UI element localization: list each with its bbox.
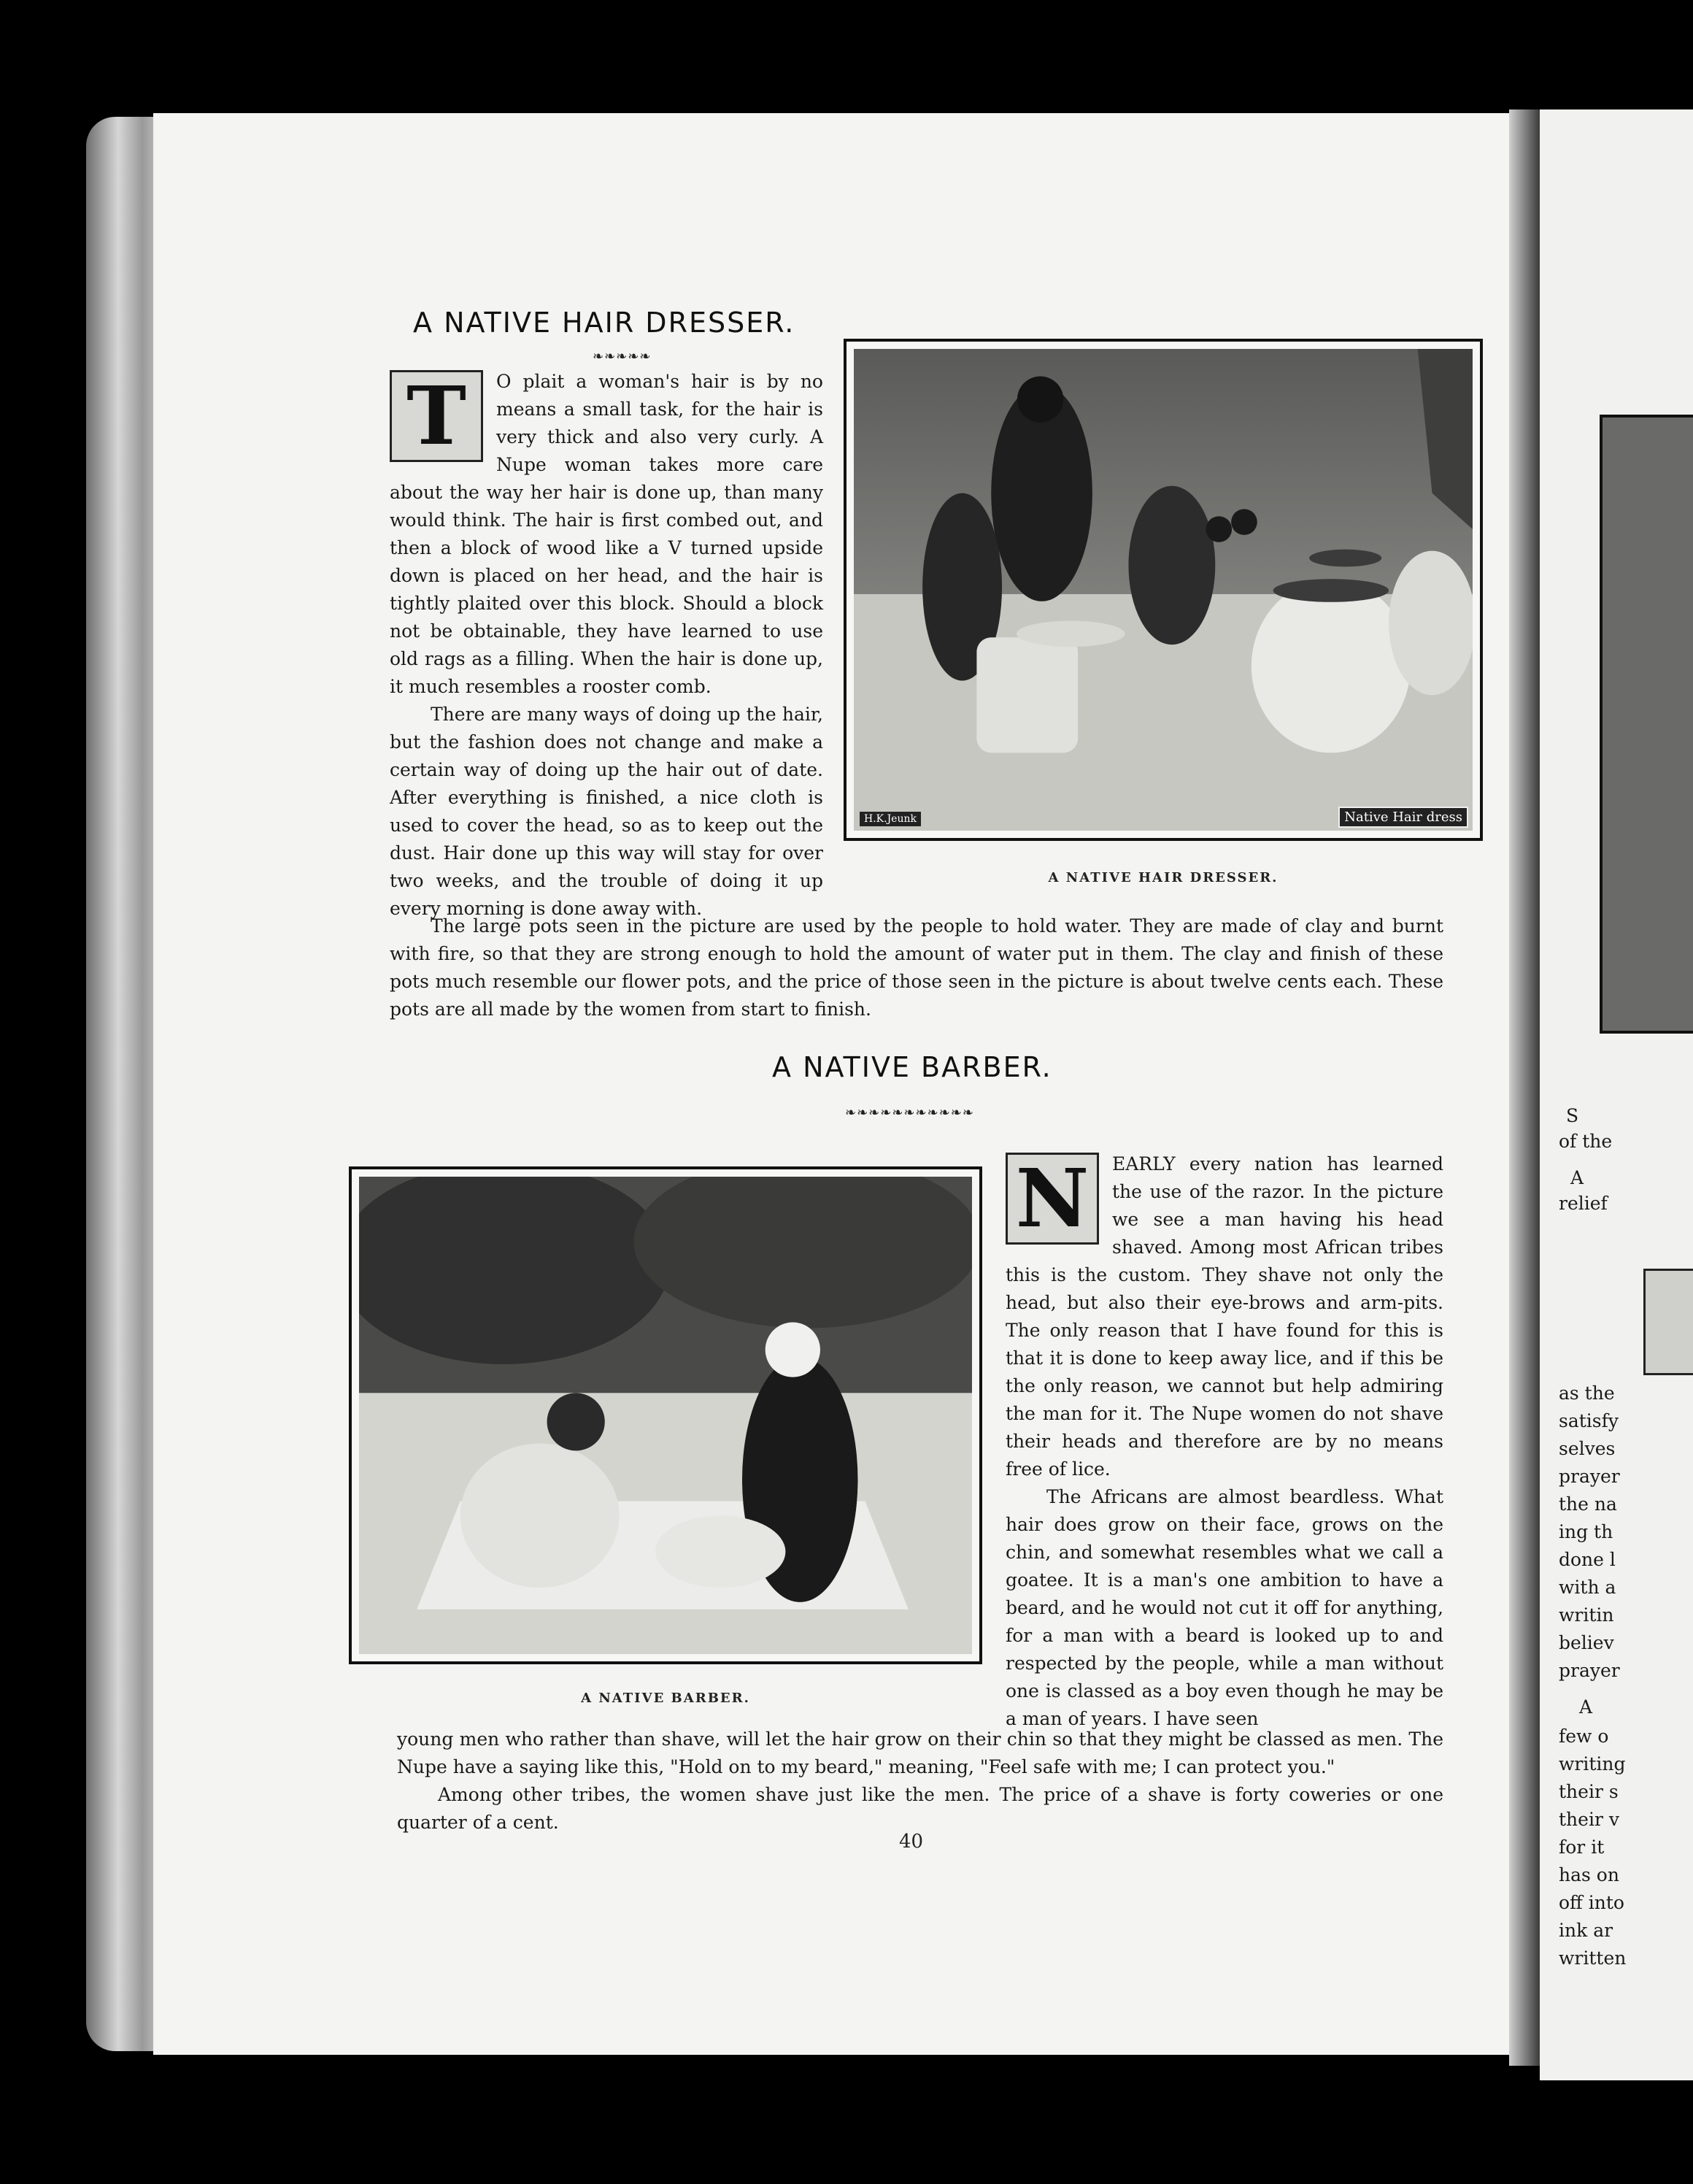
right-page-line: with a xyxy=(1559,1577,1616,1598)
hair-dresser-caption: A NATIVE HAIR DRESSER. xyxy=(1048,870,1279,885)
right-page-line: few o xyxy=(1559,1726,1609,1747)
hair-dresser-photo xyxy=(844,339,1483,841)
right-page-line: ink ar xyxy=(1559,1920,1613,1941)
right-page-line: ing th xyxy=(1559,1521,1613,1542)
right-page-line: S xyxy=(1566,1105,1579,1126)
right-page-line: believ xyxy=(1559,1632,1614,1653)
hair-dresser-paragraph-3: The large pots seen in the picture are used by the people to hold water. They are made of clay and burnt with fire, so that they are strong enough to hold the amount of water put in them. The clay and finish of these pots much resemble our flower pots, and the price of those seen in the picture is about twelve cents each. These pots are all made by the women from start to finish. xyxy=(390,915,1443,1020)
heading-ornament: ❧❧❧❧❧ xyxy=(593,349,652,364)
right-page-line: written xyxy=(1559,1947,1627,1969)
right-page-line: their v xyxy=(1559,1809,1619,1830)
right-page-line: prayer xyxy=(1559,1660,1620,1681)
hair-dresser-paragraph-1: O plait a woman's hair is by no means a small task, for the hair is very thick and also very curly. A Nupe woman takes more care about the way her hair is done up, than many would think. The hair is first combed out, and then a block of wood like a V turned upside down is placed on her head, and the hair is tightly plaited over this block. Should a block not be obtainable, they have learned to use old rags as a filling. When the hair is done up, it much resembles a rooster comb. xyxy=(390,371,823,697)
page-number: 40 xyxy=(899,1831,924,1853)
right-page-line: of the xyxy=(1559,1131,1613,1152)
right-page-line: prayer xyxy=(1559,1466,1620,1487)
heading-ornament: ❧❧❧❧❧❧❧❧❧❧❧ xyxy=(845,1105,974,1120)
photo-label-left: H.K.Jeunk xyxy=(860,812,921,826)
right-page-dropcap xyxy=(1643,1269,1693,1375)
barber-scene xyxy=(359,1177,972,1654)
photo-label-right: Native Hair dress xyxy=(1338,807,1468,828)
barber-paragraph-3: Among other tribes, the women shave just like the men. The price of a shave is forty coweries or one quarter of a cent. xyxy=(397,1784,1443,1833)
right-page-line: has on xyxy=(1559,1864,1619,1885)
barber-photo xyxy=(349,1166,982,1664)
right-page-line: selves xyxy=(1559,1438,1616,1459)
pots-text xyxy=(390,912,1443,1023)
section-heading-barber: A NATIVE BARBER. xyxy=(772,1051,1052,1083)
right-page-line: writing xyxy=(1559,1753,1626,1774)
barber-photo-image xyxy=(359,1177,972,1654)
hair-dresser-scene xyxy=(854,349,1473,831)
dropcap-n: N xyxy=(1006,1153,1099,1245)
barber-paragraph-2-cont: young men who rather than shave, will let the hair grow on their chin so that they might be classed as men. The Nupe have a saying like this, "Hold on to my beard," meaning, "Feel safe with me; I can protect you." xyxy=(397,1729,1443,1777)
barber-caption: A NATIVE BARBER. xyxy=(581,1691,750,1706)
right-page-photo xyxy=(1600,415,1693,1034)
right-page-line: A xyxy=(1579,1696,1593,1718)
dropcap-t: T xyxy=(390,370,483,462)
right-page-line: off into xyxy=(1559,1892,1624,1913)
right-page-line: writin xyxy=(1559,1604,1614,1626)
hair-dresser-text xyxy=(390,368,823,923)
right-page-line: satisfy xyxy=(1559,1410,1619,1431)
barber-text xyxy=(1006,1150,1443,1733)
book-gutter xyxy=(1509,109,1540,2066)
hair-dresser-photo-image xyxy=(854,349,1473,831)
barber-paragraph-2: The Africans are almost beardless. What hair does grow on their face, grows on the chin, and somewhat resembles what we call a goatee. It is a man's one ambition to have a beard, and he would not cut it off for anything, for a man with a beard is looked up to and respected by the people, while a man without one is classed as a boy even though he may be a man of years. I have seen xyxy=(1006,1486,1443,1729)
hair-dresser-paragraph-2: There are many ways of doing up the hair, but the fashion does not change and make a certain way of doing up the hair out of date. After everything is finished, a nice cloth is used to cover the head, so as to keep out the dust. Hair done up this way will stay for over two weeks, and the trouble of doing it up every morning is done away with. xyxy=(390,704,823,919)
right-page-line: done l xyxy=(1559,1549,1616,1570)
right-page-line: relief xyxy=(1559,1193,1608,1214)
right-page-line: as the xyxy=(1559,1383,1615,1404)
right-page-line: A xyxy=(1570,1167,1584,1188)
right-page-line: for it xyxy=(1559,1837,1605,1858)
section-heading-hair-dresser: A NATIVE HAIR DRESSER. xyxy=(413,307,795,339)
right-page-line: the na xyxy=(1559,1493,1617,1515)
barber-full-text xyxy=(397,1726,1443,1837)
right-page-line: their s xyxy=(1559,1781,1619,1802)
barber-paragraph-1: EARLY every nation has learned the use of the razor. In the picture we see a man having his head shaved. Among most African tribes this is the custom. They shave not only the head, but also their eye-brows and arm-pits. The only reason that I have found for this is that it is done to keep away lice, and if this be the only reason, we cannot but help admiring the man for it. The Nupe women do not shave their heads and therefore are by no means free of lice. xyxy=(1006,1153,1443,1480)
right-page-fragment xyxy=(1540,109,1693,2080)
